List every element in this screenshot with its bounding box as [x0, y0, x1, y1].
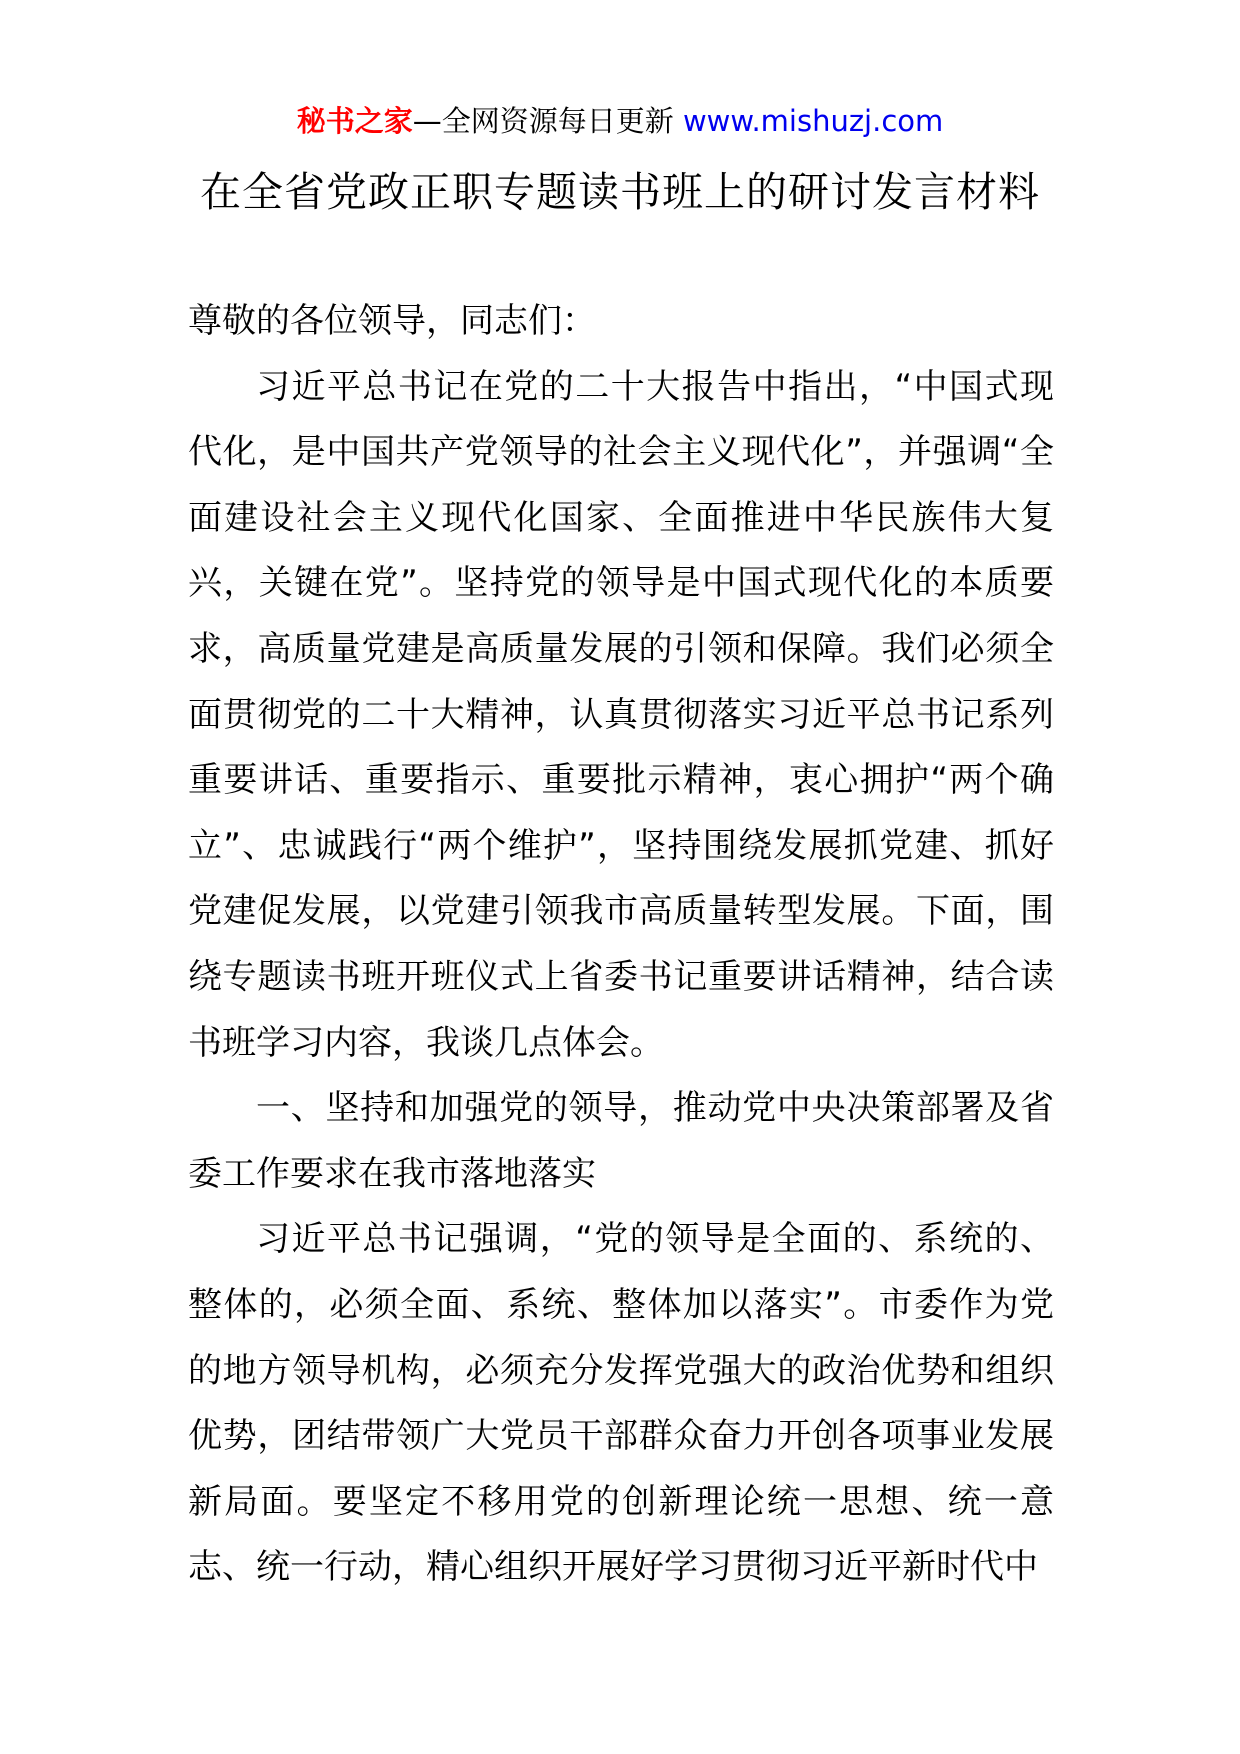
site-url-link[interactable]: www.mishuzj.com: [682, 104, 944, 138]
document-body: [188, 289, 1054, 1601]
site-brand: 秘书之家: [296, 104, 413, 138]
salutation: 尊敬的各位领导，同志们：: [188, 301, 596, 341]
body-paragraph: 习近平总书记在党的二十大报告中指出，“中国式现代化，是中国共产党领导的社会主义现代化”，并强调“全面建设社会主义现代化国家、全面推进中华民族伟大复兴，关键在党”。坚持党的领导是中国式现代化的本质要求，高质量党建是高质量发展的引领和保障。我们必须全面贯彻党的二十大精神，认真贯彻落实习近平总书记系列重要讲话、重要指示、重要批示精神，衷心拥护“两个确立”、忠诚践行“两个维护”，坚持围绕发展抓党建、抓好党建促发展，以党建引领我市高质量转型发展。下面，围绕专题读书班开班仪式上省委书记重要讲话精神，结合读书班学习内容，我谈几点体会。: [188, 366, 1054, 1063]
body-paragraph: 习近平总书记强调，“党的领导是全面的、系统的、整体的，必须全面、系统、整体加以落实”。市委作为党的地方领导机构，必须充分发挥党强大的政治优势和组织优势，团结带领广大党员干部群众奋力开创各项事业发展新局面。要坚定不移用党的创新理论统一思想、统一意志、统一行动，精心组织开展好学习贯彻习近平新时代中: [188, 1219, 1054, 1588]
site-header: [0, 98, 1240, 144]
document-title: 在全省党政正职专题读书班上的研讨发言材料: [200, 168, 1040, 216]
site-tagline: —全网资源每日更新: [412, 104, 683, 138]
section-heading: 一、坚持和加强党的领导，推动党中央决策部署及省委工作要求在我市落地落实: [188, 1088, 1054, 1194]
